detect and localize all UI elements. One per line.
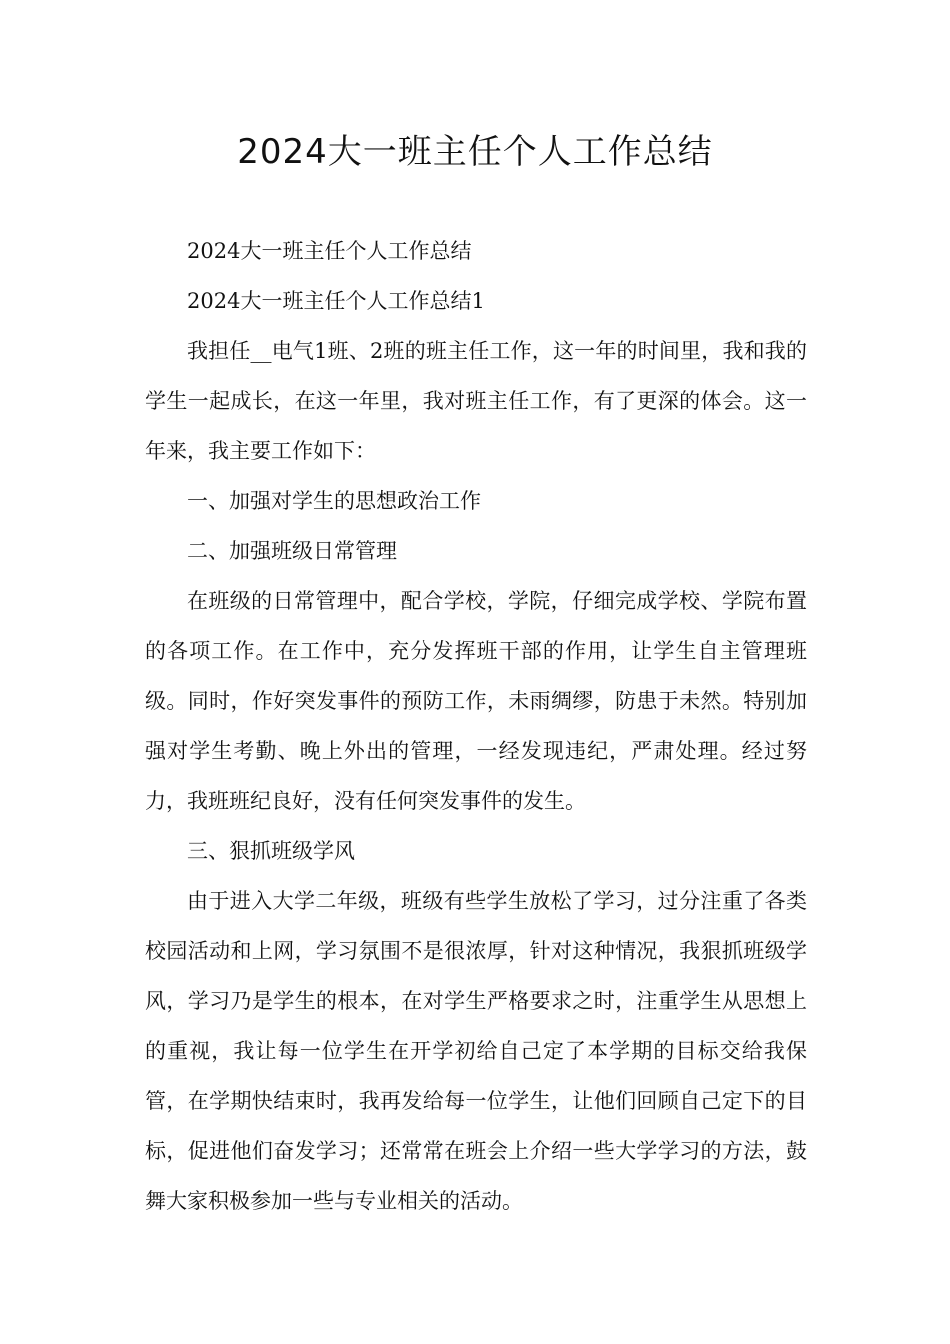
paragraph-section-title: 2024大一班主任个人工作总结1 <box>187 289 485 313</box>
paragraph-class-management: 在班级的日常管理中，配合学校，学院，仔细完成学校、学院布置的各项工作。在工作中，充分发挥班干部的作用，让学生自主管理班级。同时，作好突发事件的预防工作，未雨绸缪，防患于未然。特别加强对学生考勤、晚上外出的管理，一经发现违纪，严肃处理。经过努力，我班班纪良好，没有任何突发事件的发生。 <box>145 589 807 813</box>
heading-one: 一、加强对学生的思想政治工作 <box>187 489 481 513</box>
paragraph-subtitle: 2024大一班主任个人工作总结 <box>187 239 472 263</box>
document-body <box>145 226 807 1226</box>
heading-two: 二、加强班级日常管理 <box>187 539 397 563</box>
paragraph-intro: 我担任__电气1班、2班的班主任工作，这一年的时间里，我和我的学生一起成长，在这一年里，我对班主任工作，有了更深的体会。这一年来，我主要工作如下： <box>145 339 807 463</box>
heading-three: 三、狠抓班级学风 <box>187 839 355 863</box>
paragraph-study-style: 由于进入大学二年级，班级有些学生放松了学习，过分注重了各类校园活动和上网，学习氛围不是很浓厚，针对这种情况，我狠抓班级学风，学习乃是学生的根本，在对学生严格要求之时，注重学生从思想上的重视，我让每一位学生在开学初给自己定了本学期的目标交给我保管，在学期快结束时，我再发给每一位学生，让他们回顾自己定下的目标，促进他们奋发学习；还常常在班会上介绍一些大学学习的方法，鼓舞大家积极参加一些与专业相关的活动。 <box>145 889 807 1213</box>
document-title: 2024大一班主任个人工作总结 <box>237 132 713 172</box>
